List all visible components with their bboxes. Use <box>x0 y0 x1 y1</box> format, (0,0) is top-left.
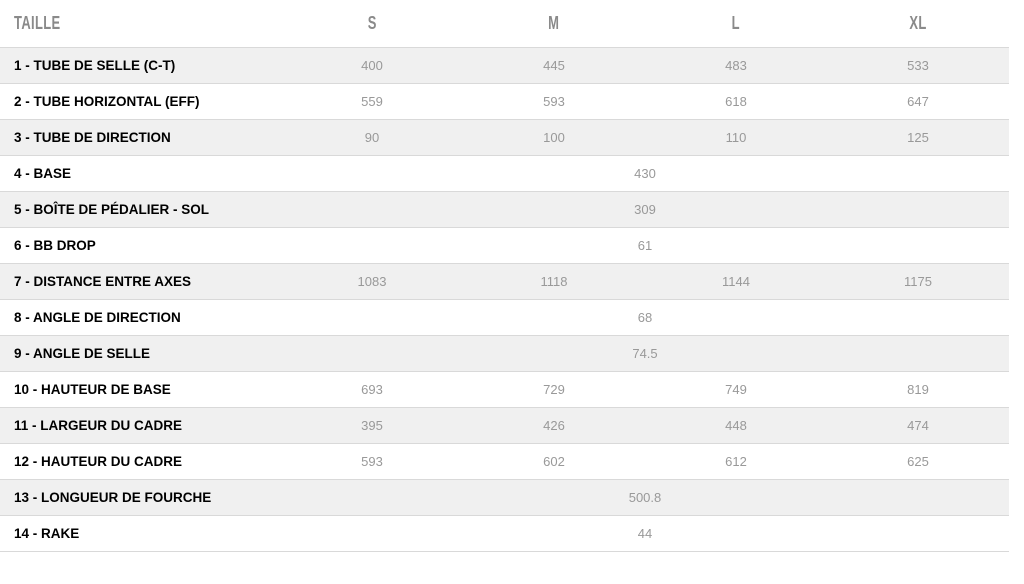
row-label: 1 - TUBE DE SELLE (C-T) <box>0 47 281 83</box>
row-label: 13 - LONGUEUR DE FOURCHE <box>0 479 281 515</box>
row-label: 7 - DISTANCE ENTRE AXES <box>0 263 281 299</box>
row-value-size-xl: 533 <box>827 47 1009 83</box>
row-value-size-l: 618 <box>645 83 827 119</box>
row-value-all-sizes: 309 <box>281 191 1009 227</box>
row-label: 8 - ANGLE DE DIRECTION <box>0 299 281 335</box>
row-value-size-xl: 474 <box>827 407 1009 443</box>
row-label: 3 - TUBE DE DIRECTION <box>0 119 281 155</box>
table-row <box>0 479 1009 515</box>
table-row <box>0 299 1009 335</box>
header-size-l-label: L <box>731 12 741 33</box>
row-value-size-xl: 125 <box>827 119 1009 155</box>
header-taille-label: TAILLE <box>14 12 61 33</box>
table-body <box>0 47 1009 551</box>
header-cell-size-s <box>281 0 463 47</box>
row-label: 10 - HAUTEUR DE BASE <box>0 371 281 407</box>
table-row <box>0 443 1009 479</box>
row-value-size-s: 559 <box>281 83 463 119</box>
row-label: 6 - BB DROP <box>0 227 281 263</box>
row-value-size-xl: 625 <box>827 443 1009 479</box>
row-value-size-s: 1083 <box>281 263 463 299</box>
row-value-all-sizes: 430 <box>281 155 1009 191</box>
row-value-size-xl: 647 <box>827 83 1009 119</box>
row-label: 4 - BASE <box>0 155 281 191</box>
table-row <box>0 227 1009 263</box>
row-value-all-sizes: 74.5 <box>281 335 1009 371</box>
row-value-size-l: 612 <box>645 443 827 479</box>
row-value-size-m: 445 <box>463 47 645 83</box>
header-cell-size-l <box>645 0 827 47</box>
row-label: 14 - RAKE <box>0 515 281 551</box>
row-label: 12 - HAUTEUR DU CADRE <box>0 443 281 479</box>
table-row <box>0 119 1009 155</box>
header-cell-size-xl <box>827 0 1009 47</box>
row-value-size-m: 100 <box>463 119 645 155</box>
header-size-xl-label: XL <box>909 12 927 33</box>
table-row <box>0 155 1009 191</box>
row-value-size-m: 593 <box>463 83 645 119</box>
row-value-size-s: 400 <box>281 47 463 83</box>
row-value-size-m: 602 <box>463 443 645 479</box>
row-value-size-s: 90 <box>281 119 463 155</box>
table-row <box>0 47 1009 83</box>
header-size-s-label: S <box>367 12 377 33</box>
row-value-size-l: 448 <box>645 407 827 443</box>
header-cell-size-m <box>463 0 645 47</box>
row-value-size-l: 749 <box>645 371 827 407</box>
row-value-size-l: 110 <box>645 119 827 155</box>
table-row <box>0 263 1009 299</box>
row-value-size-m: 1118 <box>463 263 645 299</box>
row-value-size-s: 693 <box>281 371 463 407</box>
table-row <box>0 371 1009 407</box>
row-label: 5 - BOÎTE DE PÉDALIER - SOL <box>0 191 281 227</box>
row-value-all-sizes: 68 <box>281 299 1009 335</box>
row-label: 2 - TUBE HORIZONTAL (EFF) <box>0 83 281 119</box>
row-value-size-l: 1144 <box>645 263 827 299</box>
header-cell-taille <box>0 0 281 47</box>
header-size-m-label: M <box>548 12 560 33</box>
table-row <box>0 83 1009 119</box>
row-value-size-m: 729 <box>463 371 645 407</box>
row-value-size-s: 593 <box>281 443 463 479</box>
row-label: 9 - ANGLE DE SELLE <box>0 335 281 371</box>
row-value-size-xl: 819 <box>827 371 1009 407</box>
row-label: 11 - LARGEUR DU CADRE <box>0 407 281 443</box>
table-header-row <box>0 0 1009 47</box>
table-row <box>0 335 1009 371</box>
row-value-size-l: 483 <box>645 47 827 83</box>
row-value-all-sizes: 61 <box>281 227 1009 263</box>
table-row <box>0 191 1009 227</box>
table-row <box>0 407 1009 443</box>
row-value-all-sizes: 500.8 <box>281 479 1009 515</box>
table-row <box>0 515 1009 551</box>
row-value-size-m: 426 <box>463 407 645 443</box>
row-value-all-sizes: 44 <box>281 515 1009 551</box>
row-value-size-s: 395 <box>281 407 463 443</box>
row-value-size-xl: 1175 <box>827 263 1009 299</box>
